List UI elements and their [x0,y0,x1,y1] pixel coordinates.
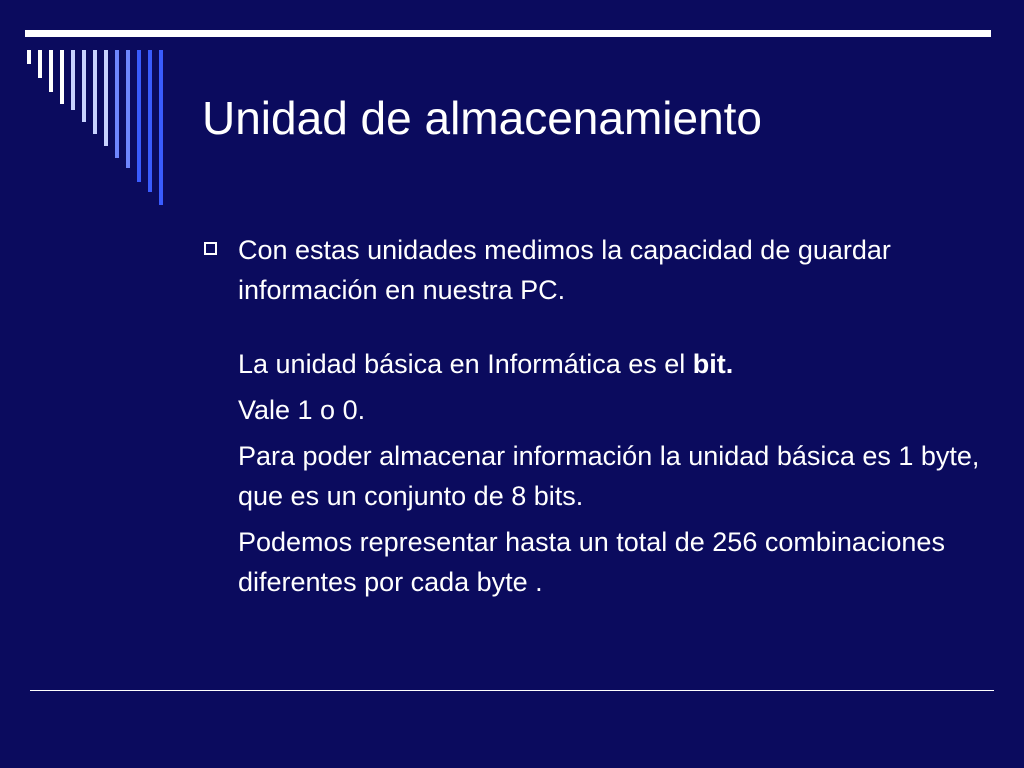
decorative-stripe [60,50,64,104]
paragraph-bit [238,344,990,384]
paragraph-byte: Para poder almacenar información la unidad básica es 1 byte, que es un conjunto de 8 bits. [238,441,980,511]
bullet-text: Con estas unidades medimos la capacidad de guardar información en nuestra PC. [238,235,891,305]
slide-body [200,230,990,602]
decorative-stripe [49,50,53,92]
decorative-stripes [0,0,180,220]
slide-title: Unidad de almacenamiento [202,92,763,144]
paragraph-combinations: Podemos representar hasta un total de 256 combinaciones diferentes por cada byte . [238,527,945,597]
decorative-stripe [115,50,119,158]
decorative-stripe [93,50,97,134]
decorative-stripe [148,50,152,192]
bullet-item [200,230,990,602]
bottom-rule [30,690,994,691]
decorative-stripe [137,50,141,182]
decorative-stripe [71,50,75,110]
paragraph-bit-prefix: La unidad básica en Informática es el [238,349,693,379]
decorative-stripe [104,50,108,146]
paragraph-bit-bold: bit. [692,349,734,379]
decorative-stripe [38,50,42,78]
paragraph-values: Vale 1 o 0. [238,395,366,425]
decorative-stripe [27,50,31,64]
hollow-square-bullet-icon [204,242,217,255]
decorative-stripe [159,50,163,205]
decorative-stripe [82,50,86,122]
decorative-stripe [126,50,130,168]
